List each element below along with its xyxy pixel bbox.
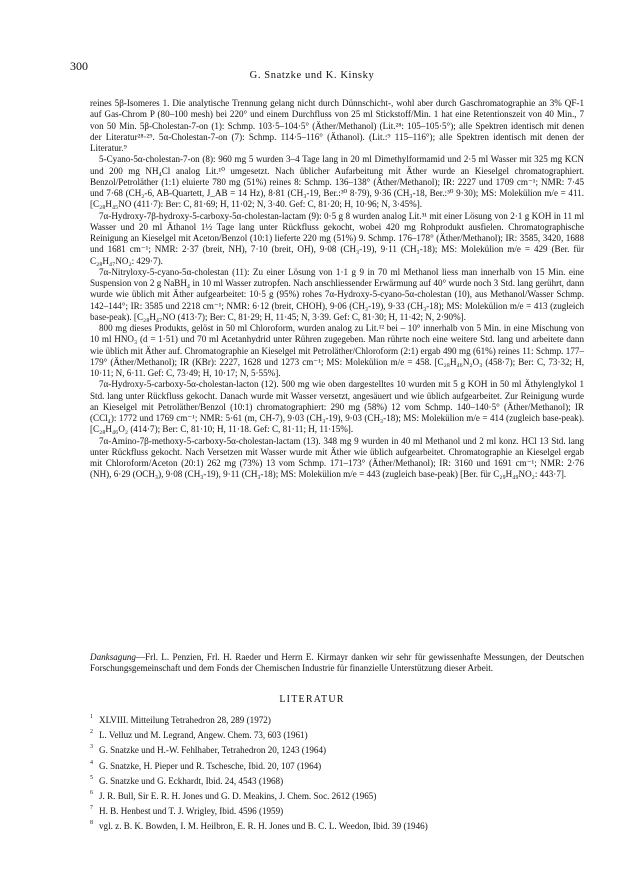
- paragraph: 7α-Nitryloxy-5-cyano-5α-cholestan (11): Zu einer Lösung von 1·1 g 9 in 70 ml Methanol liess man innerhalb von 15 Min. eine Suspension von 2 g NaBH₄ in 10 ml Wasser zutropfen. Nach anschliessender Erwärmung auf 40° wurde noch 3 Std. lang gerührt, dann wurde wie üblich mit Äther aufgearbeitet: 10·5 g (95%) rohes 7α-Hydroxy-5-cyano-5α-cholestan (10), aus Methanol/Wasser Schmp. 142–144°; IR: 3585 und 2218 cm⁻¹; NMR: 6·12 (breit, CHOH), 9·06 (CH₃-19), 9·33 (CH₃-18); MS: Molekülion m/e = 413 (zugleich base-peak). [C₂₈H₄₇NO (413·7); Ber: C, 81·29; H, 11·45; N, 3·39. Gef: C, 81·30; H, 11·42; N, 2·90%].: [90, 266, 584, 322]
- reference-item: [90, 728, 584, 743]
- reference-text: G. Snatzke, H. Pieper und R. Tschesche, Ibid. 20, 107 (1964): [99, 760, 322, 771]
- acknowledgement: [90, 652, 584, 675]
- paragraph: 800 mg dieses Produkts, gelöst in 50 ml Chloroform, wurden analog zu Lit.¹² bei – 10° innerhalb von 5 Min. in eine Mischung von 10 ml HNO₃ (d = 1·51) und 70 ml Acetanhydrid unter Rühren zugegeben. Man rührte noch eine weitere Std. lang und arbeitete dann wie üblich mit Äther auf. Chromatographie an Kieselgel mit Petroläther/Chloroform (2:1) ergab 490 mg (61%) reines 11: Schmp. 177–179° (Äther/Methanol); IR (KBr): 2227, 1628 und 1273 cm⁻¹; MS: Molekülion m/e = 458. [C₂₈H₄₆N₂O₃ (458·7); Ber: C, 73·32; H, 10·11; N, 6·11. Gef: C, 73·49; H, 10·17; N, 5·55%].: [90, 323, 584, 378]
- reference-text: J. R. Bull, Sir E. R. H. Jones und G. D. Meakins, J. Chem. Soc. 2612 (1965): [99, 790, 377, 801]
- reference-text: H. B. Henbest und T. J. Wrigley, Ibid. 4596 (1959): [99, 806, 284, 817]
- reference-list: [90, 713, 584, 835]
- reference-item: [90, 789, 584, 804]
- reference-text: G. Snatzke und H.-W. Fehlhaber, Tetrahedron 20, 1243 (1964): [99, 745, 327, 756]
- paragraph: 7α-Hydroxy-7β-hydroxy-5-carboxy-5α-cholestan-lactam (9): 0·5 g 8 wurden analog Lit.³¹ mit einer Lösung von 2·1 g KOH in 11 ml Wasser und 20 ml Äthanol 1½ Tage lang unter Rückfluss gekocht, wobei 420 mg Rohprodukt ausfielen. Chromatographische Reinigung an Kieselgel mit Aceton/Benzol (10:1) lieferte 220 mg (51%) 9. Schmp. 176–178° (Äther/Methanol); IR: 3585, 3420, 1688 und 1681 cm⁻¹; NMR: 2·37 (breit, NH), 7·10 (breit, OH), 9·08 (CH₃-19), 9·11 (CH₃-18); MS: Molekülion m/e = 429 (Ber. für C₂₈H₄₇NO₂: 429·7).: [90, 210, 584, 266]
- reference-text: XLVIII. Mitteilung Tetrahedron 28, 289 (1972): [99, 715, 271, 725]
- paragraph: reines 5β-Isomeres 1. Die analytische Trennung gelang nicht durch Dünnschicht-, wohl aber durch Gaschromatographie an 3% QF-1 auf Gas-Chrom P (80–100 mesh) bei 220° und einem Durchfluss von 25 ml Stickstoff/Min. 1 hat eine Retentionszeit von 40 Min., 7 von 50 Min. 5β-Cholestan-7-on (1): Schmp. 103·5–104·5° (Äther/Methanol) (Lit.²⁸: 105–105·5°); alle Spektren identisch mit denen der Literatur²⁸·²⁹. 5α-Cholestan-7-on (7): Schmp. 114·5–116° (Äthanol). (Lit.:⁹ 115–116°); alle Spektren identisch mit denen der Literatur.⁹: [90, 98, 584, 153]
- reference-item: [90, 819, 584, 834]
- reference-item: [90, 743, 584, 758]
- reference-text: vgl. z. B. K. Bowden, I. M. Heilbron, E. R. H. Jones und B. C. L. Weedon, Ibid. 39 (1946): [99, 821, 428, 832]
- running-head: G. Snatzke und K. Kinsky: [249, 70, 375, 81]
- reference-text: L. Velluz und M. Legrand, Angew. Chem. 73, 603 (1961): [99, 730, 308, 741]
- paragraph: 7α-Hydroxy-5-carboxy-5α-cholestan-lacton (12). 500 mg wie oben dargestelltes 10 wurden mit 5 g KOH in 50 ml Äthylenglykol 1 Std. lang unter Rückfluss gekocht. Danach wurde mit Wasser versetzt, angesäuert und wie üblich aufgearbeitet. Zur Reinigung wurde an Kieselgel mit Petroläther/Benzol (10:1) chromatographiert: 290 mg (58%) 12 vom Schmp. 140–140·5° (Äther/Methanol); IR (CCl₄): 1772 und 1769 cm⁻¹; NMR: 5·61 (m, CH-7), 9·03 (CH₃-19), 9·03 (CH₃-18); MS: Molekülion m/e = 414 (zugleich base-peak). [C₂₈H₄₆O₂ (414·7); Ber: C, 81·10; H, 11·18. Gef: C, 81·11; H, 11·15%].: [90, 379, 584, 435]
- reference-number: 7: [90, 805, 93, 812]
- reference-item: [90, 774, 584, 789]
- paragraph: 7α-Amino-7β-methoxy-5-carboxy-5α-cholestan-lactam (13). 348 mg 9 wurden in 40 ml Methanol und 2 ml konz. HCl 13 Std. lang unter Rückfluss gekocht. Nach Versetzen mit Wasser wurde mit Äther wie üblich aufgearbeitet. Chromatographie an Kieselgel ergab mit Chloroform/Aceton (20:1) 262 mg (73%) 13 vom Schmp. 171–173° (Äther/Methanol); IR: 3160 und 1691 cm⁻¹; NMR: 2·76 (NH), 6·29 (OCH₃), 9·08 (CH₃-19), 9·11 (CH₃-18); MS: Molekülion m/e = 443 (zugleich base-peak) [Ber. für C₂₉H₄₉NO₂: 443·7].: [90, 435, 584, 480]
- reference-number: 3: [90, 744, 93, 751]
- reference-number: 5: [90, 774, 93, 781]
- reference-text: G. Snatzke und G. Eckhardt, Ibid. 24, 4543 (1968): [99, 775, 284, 786]
- reference-item: [90, 759, 584, 774]
- experimental-text: [90, 98, 584, 481]
- reference-item: [90, 804, 584, 819]
- reference-number: 6: [90, 789, 93, 796]
- paragraph: 5-Cyano-5α-cholestan-7-on (8): 960 mg 5 wurden 3–4 Tage lang in 20 ml Dimethylformamid und 2·5 ml Wasser mit 325 mg KCN und 200 mg NH₄Cl analog Lit.¹⁰ umgesetzt. Nach üblicher Aufarbeitung mit Äther wurde an Kieselgel chromatographiert. Benzol/Petroläther (1:1) eluierte 780 mg (51%) reines 8: Schmp. 136–138° (Äther/Methanol); IR: 2227 und 1709 cm⁻¹; NMR: 7·45 und 7·68 (CH₂-6, AB-Quartett, J_AB = 14 Hz), 8·81 (CH₃-19, Ber.:³⁰ 8·79), 9·36 (CH₃-18, Ber.:³⁰ 9·30); MS: Molekülion m/e = 411. [C₂₈H₄₅NO (411·7): Ber: C, 81·69; H, 11·02; N, 3·40. Gef: C, 81·20; H, 10·96; N, 3·45%].: [90, 154, 584, 210]
- reference-number: 4: [90, 759, 93, 766]
- acknowledgement-text: —Frl. L. Penzien, Frl. H. Raeder und Herrn E. Kirmayr danken wir sehr für gewissenhafte Messungen, der Deutschen Forschungsgemeinschaft und dem Fonds der Chemischen Industrie für finanzielle Unterstützung dieser Arbeit.: [90, 652, 584, 674]
- reference-item: [90, 713, 584, 728]
- reference-number: 2: [90, 729, 93, 736]
- literature-heading: LITERATUR: [279, 694, 345, 705]
- reference-number: 8: [90, 820, 93, 827]
- reference-number: 1: [90, 714, 93, 720]
- page-number: 300: [70, 59, 88, 73]
- acknowledgement-lead: Danksagung: [90, 652, 136, 662]
